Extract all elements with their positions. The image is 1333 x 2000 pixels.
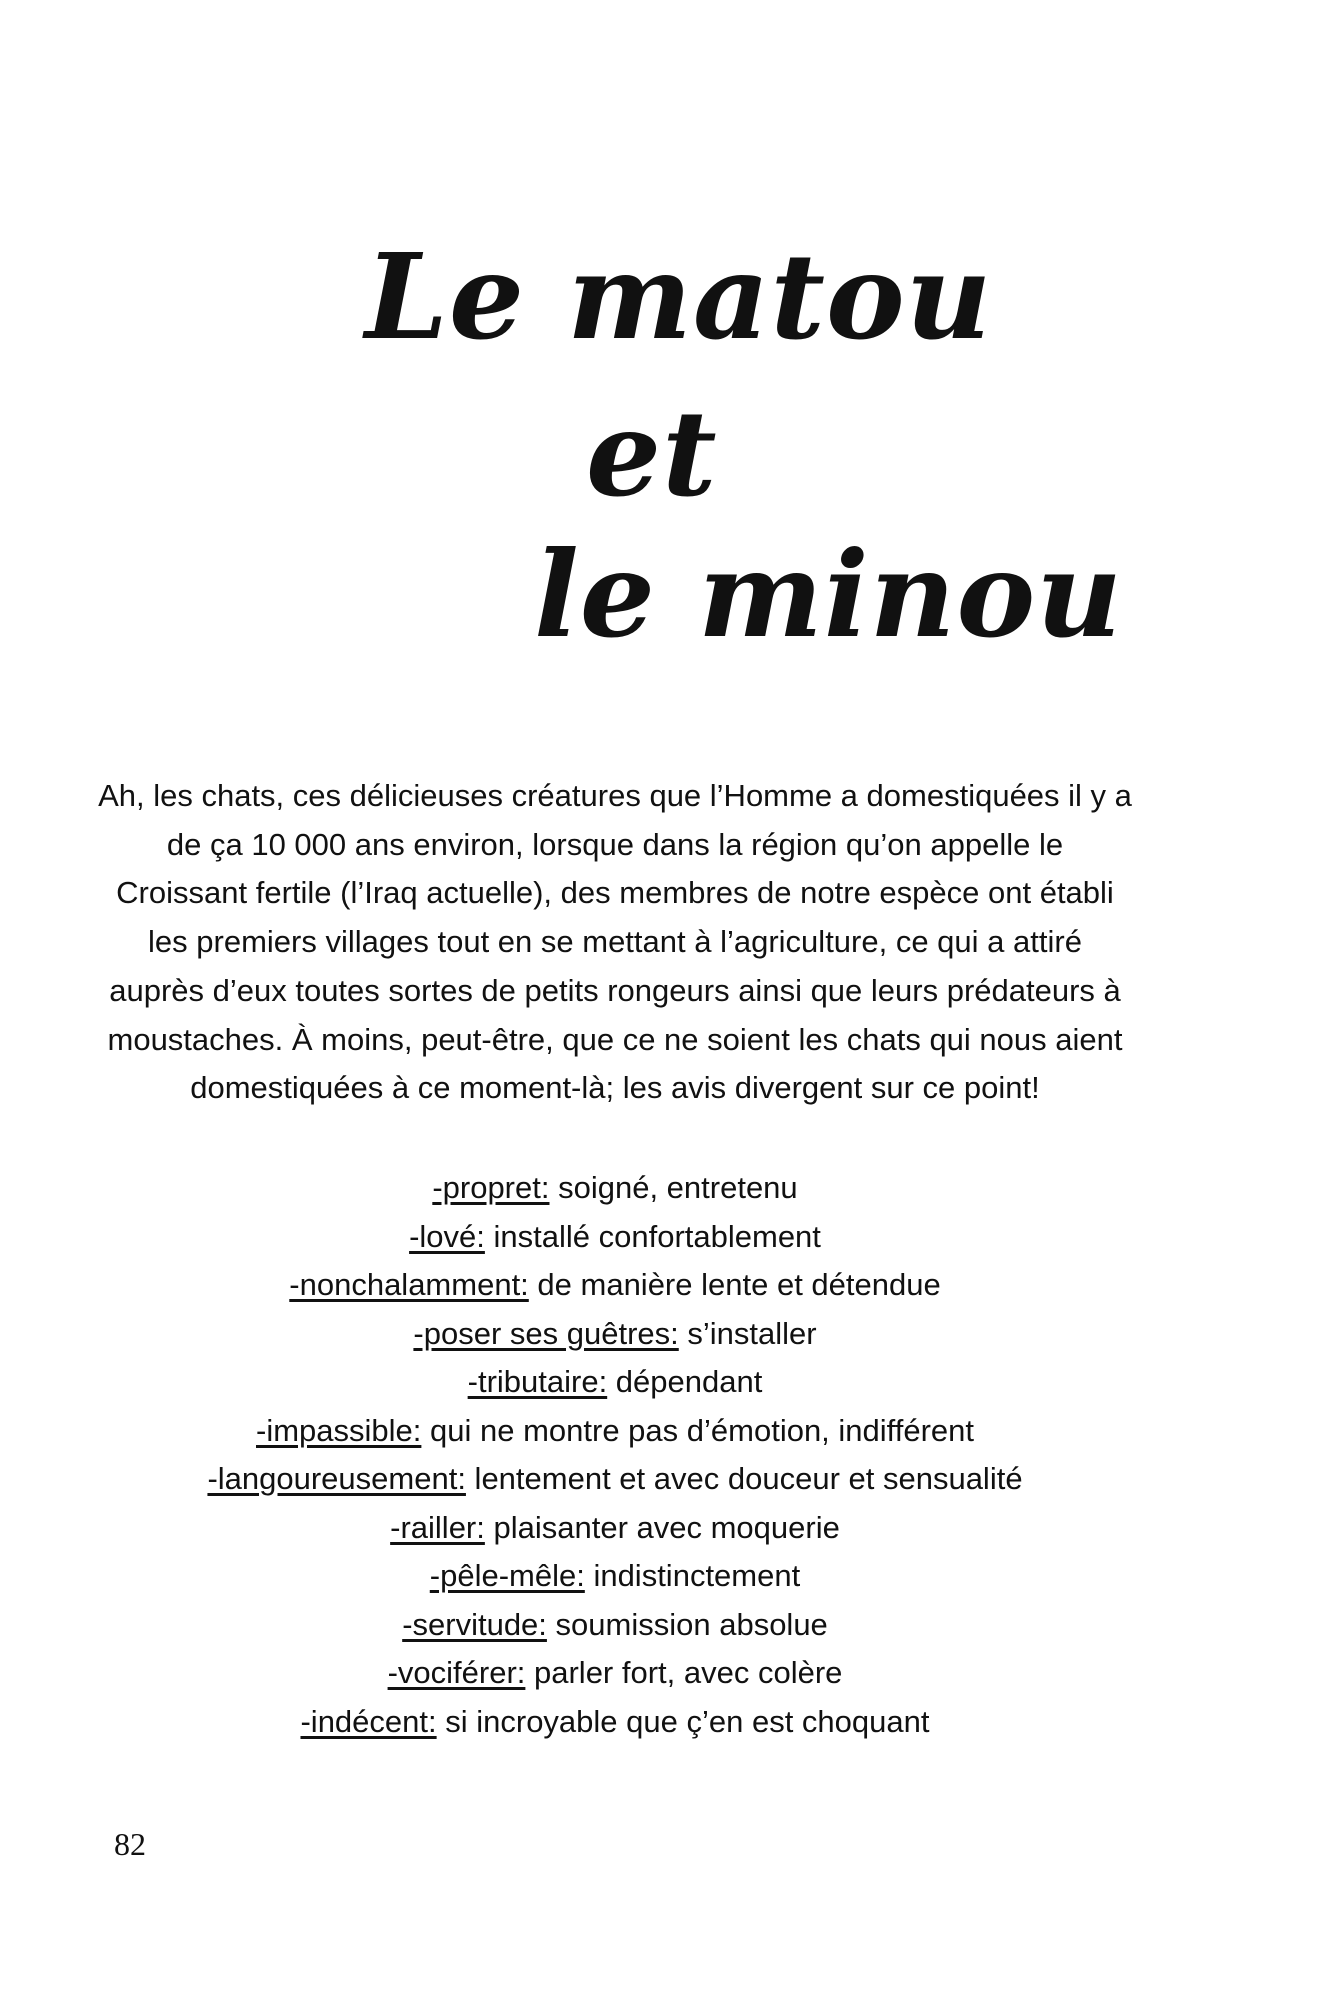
intro-line: moustaches. À moins, peut-être, que ce ne soient les chats qui nous aient [107,1021,1123,1057]
glossary-item [90,1164,1140,1213]
glossary-item [90,1407,1140,1456]
intro-line: auprès d’eux toutes sortes de petits rongeurs ainsi que leurs prédateurs à [109,972,1121,1008]
glossary-term: -servitude: [402,1606,547,1642]
glossary-term: -langoureusement: [207,1461,466,1496]
glossary-item [90,1310,1140,1359]
intro-paragraph [90,772,1140,1113]
glossary-definition: dépendant [607,1364,763,1399]
chapter-title-line-3: le minou [534,525,1123,664]
glossary-term: -nonchalamment: [289,1267,529,1302]
glossary-term: -tributaire: [467,1364,608,1399]
glossary-definition: lentement et avec douceur et sensualité [465,1461,1023,1496]
glossary-item [90,1601,1140,1650]
intro-line: de ça 10 000 ans environ, lorsque dans la région qu’on appelle le [166,826,1064,862]
glossary-item [90,1213,1140,1262]
glossary-term: -indécent: [300,1703,437,1739]
glossary-definition: si incroyable que ç’en est choquant [436,1703,930,1739]
glossary-definition: indistinctement [584,1558,801,1593]
glossary-term: -lové: [409,1218,485,1254]
glossary-definition: soigné, entretenu [549,1170,798,1205]
glossary-item [90,1698,1140,1747]
glossary-definition: plaisanter avec moquerie [484,1509,840,1545]
glossary-definition: parler fort, avec colère [525,1655,843,1690]
intro-line: Ah, les chats, ces délicieuses créatures que l’Homme a domestiquées il y a [98,778,1132,813]
glossary-item [90,1504,1140,1553]
glossary-definition: qui ne montre pas d’émotion, indifférent [421,1412,974,1448]
glossary-definition: installé confortablement [484,1218,821,1254]
glossary-definition: soumission absolue [546,1606,828,1642]
chapter-title-line-2: et [586,384,718,523]
glossary-definition: s’installer [678,1315,817,1351]
glossary-term: -propret: [432,1170,550,1205]
intro-line: domestiquées à ce moment-là; les avis divergent sur ce point! [190,1070,1040,1106]
intro-line: Croissant fertile (l’Iraq actuelle), des membres de notre espèce ont établi [116,875,1114,911]
page-number: 82 [114,1826,146,1862]
glossary-item [90,1649,1140,1698]
glossary-list [90,1164,1140,1746]
glossary-definition: de manière lente et détendue [528,1267,941,1302]
glossary-item [90,1358,1140,1407]
glossary-item [90,1552,1140,1601]
glossary-term: -vociférer: [387,1655,526,1690]
glossary-term: -railler: [390,1509,485,1545]
glossary-term: -pêle-mêle: [429,1558,585,1593]
glossary-term: -impassible: [256,1412,422,1448]
glossary-item [90,1455,1140,1504]
chapter-title-line-1: Le matou [365,227,993,366]
intro-line: les premiers villages tout en se mettant à l’agriculture, ce qui a attiré [148,924,1082,960]
glossary-item [90,1261,1140,1310]
glossary-term: -poser ses guêtres: [413,1315,679,1351]
